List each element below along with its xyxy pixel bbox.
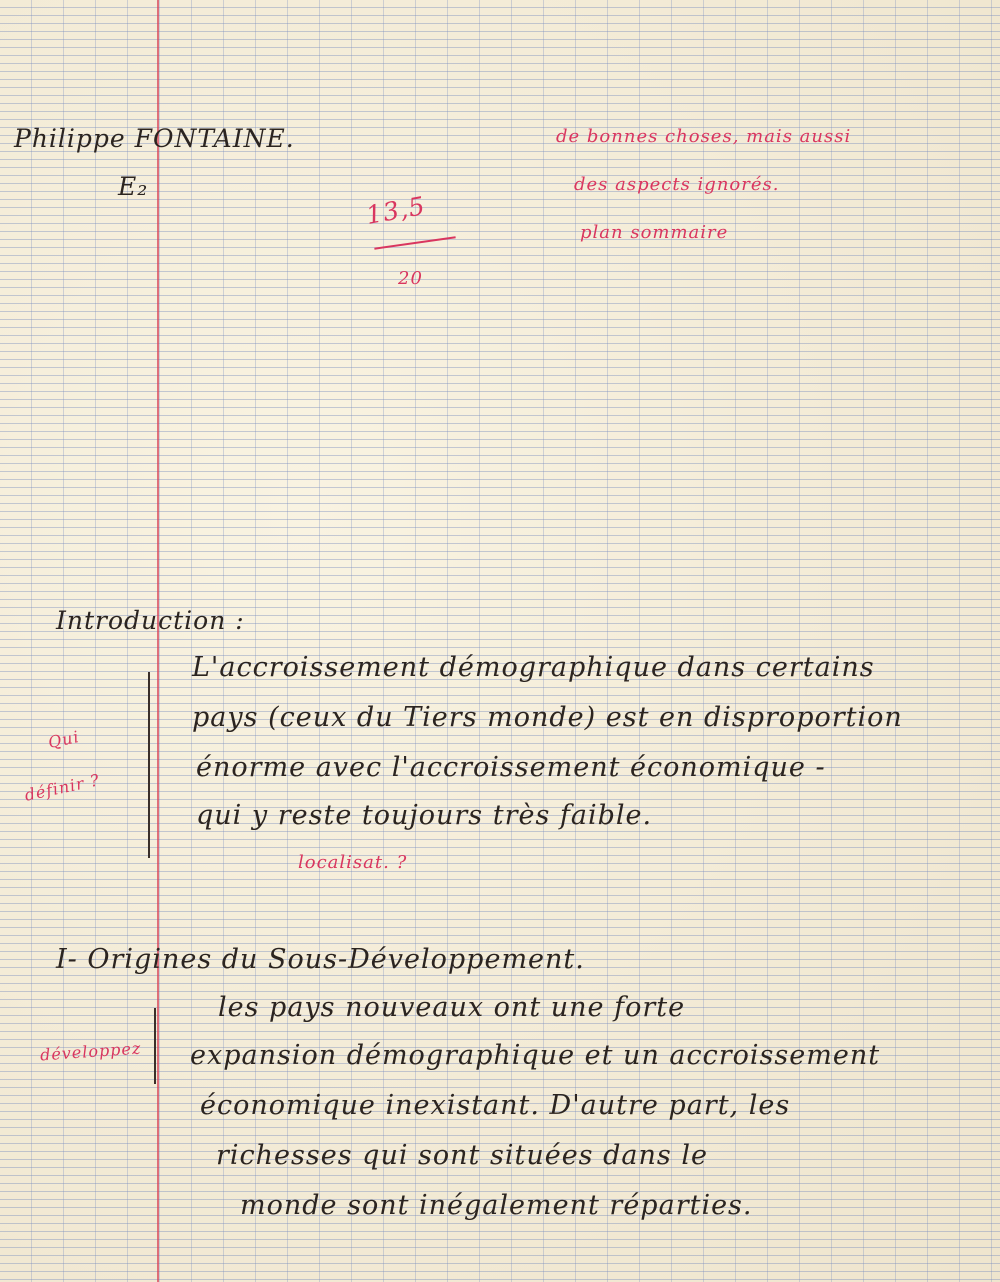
teacher-comment-line-2: des aspects ignorés. bbox=[574, 174, 780, 195]
section-1-line-2: expansion démographique et un accroissement bbox=[190, 1040, 881, 1071]
grade-out-of: 20 bbox=[398, 268, 423, 289]
class-code: E₂ bbox=[118, 172, 149, 201]
section-1-line-3: économique inexistant. D'autre part, les bbox=[200, 1090, 791, 1121]
teacher-comment-line-3: plan sommaire bbox=[580, 222, 729, 243]
intro-line-3: énorme avec l'accroissement économique - bbox=[196, 752, 826, 783]
section-1-line-4: richesses qui sont situées dans le bbox=[216, 1140, 708, 1171]
section-1-line-5: monde sont inégalement réparties. bbox=[240, 1190, 753, 1221]
intro-line-4: qui y reste toujours très faible. bbox=[196, 800, 653, 831]
intro-margin-bracket bbox=[148, 672, 150, 858]
section-1-heading: I- Origines du Sous-Développement. bbox=[56, 944, 585, 975]
intro-inline-note: localisat. ? bbox=[298, 852, 408, 873]
introduction-heading: Introduction : bbox=[56, 606, 245, 635]
section-1-margin-bracket bbox=[154, 1008, 156, 1084]
grade-score: 13,5 bbox=[363, 191, 428, 230]
section-1-line-1: les pays nouveaux ont une forte bbox=[218, 992, 686, 1023]
intro-margin-note-2: définir ? bbox=[22, 770, 102, 805]
intro-line-1: L'accroissement démographique dans certains bbox=[192, 652, 875, 683]
intro-line-2: pays (ceux du Tiers monde) est en disproportion bbox=[192, 702, 903, 733]
intro-margin-note-1: Qui bbox=[46, 726, 82, 753]
grade-fraction-bar bbox=[374, 236, 455, 249]
student-name: Philippe FONTAINE. bbox=[14, 124, 295, 153]
section-1-margin-note: développez bbox=[39, 1038, 142, 1065]
red-margin-line bbox=[157, 0, 159, 1282]
teacher-comment-line-1: de bonnes choses, mais aussi bbox=[556, 126, 852, 147]
